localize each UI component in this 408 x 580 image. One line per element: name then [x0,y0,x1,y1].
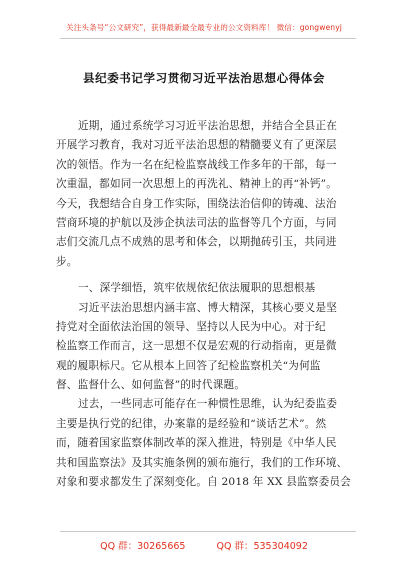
qq-group-2 [216,538,307,552]
paragraph-line: 对象和要求都发生了深刻变化。自 2018 年 XX 县监察委员会 [56,476,351,489]
section-heading: 一、深学细悟，筑牢依规依纪依法履职的思想根基 [78,282,316,295]
document-title: 县纪委书记学习贯彻习近平法治思想心得体会 [83,71,325,85]
footer-contacts [0,538,408,552]
header-banner: 关注头条号“公文研究”，获得最新最全最专业的公文资料库！ 微信：gongwenyj [66,23,342,32]
qq-label: QQ 群： [216,541,254,552]
paragraph-line: 持党对全面依法治国的领导、坚持以人民为中心。对于纪 [56,320,326,333]
paragraph-line: 督、监督什么、如何监督”的时代课题。 [56,379,246,392]
paragraph-line: 而，随着国家监察体制改革的深入推进，特别是《中华人民 [56,437,337,450]
paragraph-line: 检监察工作而言，这一思想不仅是宏观的行动指南，更是微 [56,340,337,353]
qq-label: QQ 群： [100,541,138,552]
paragraph-line: 今天，我想结合自身工作实际，围绕法治信仰的铸魂、法治 [56,197,337,210]
paragraph-line: 次重温，都如同一次思想上的再洗礼、精神上的再“补钙”。 [56,178,338,191]
qq-number: 30265665 [137,541,186,552]
qq-group-1 [100,538,185,552]
paragraph-line: 过去，一些同志可能存在一种惯性思维，认为纪委监委 [78,398,338,411]
paragraph-line: 开展学习教育，我对习近平法治思想的精髓要义有了更深层 [56,139,337,152]
paragraph-line: 习近平法治思想内涵丰富、博大精深，其核心要义是坚 [78,301,338,314]
paragraph-line: 主要是执行党的纪律，办案靠的是经验和“谈话艺术”。然 [56,417,327,430]
paragraph-line: 次的领悟。作为一名在纪检监察战线工作多年的干部，每一 [56,158,337,171]
paragraph-line: 观的履职标尺。它从根本上回答了纪检监察机关“为何监 [56,359,321,372]
paragraph-line: 步。 [56,255,78,268]
header-divider [60,38,356,39]
document-body [56,117,366,492]
paragraph-line: 营商环境的护航以及涉企执法司法的监督等几个方面，与同 [56,216,337,229]
paragraph-line: 共和国监察法》及其实施条例的颁布施行，我们的工作环境、 [56,456,348,469]
footer-divider [60,531,356,532]
qq-number: 535304092 [253,541,308,552]
paragraph-line: 志们交流几点不成熟的思考和体会，以期抛砖引玉，共同进 [56,236,337,249]
paragraph-line: 近期，通过系统学习习近平法治思想，并结合全县正在 [78,120,338,132]
